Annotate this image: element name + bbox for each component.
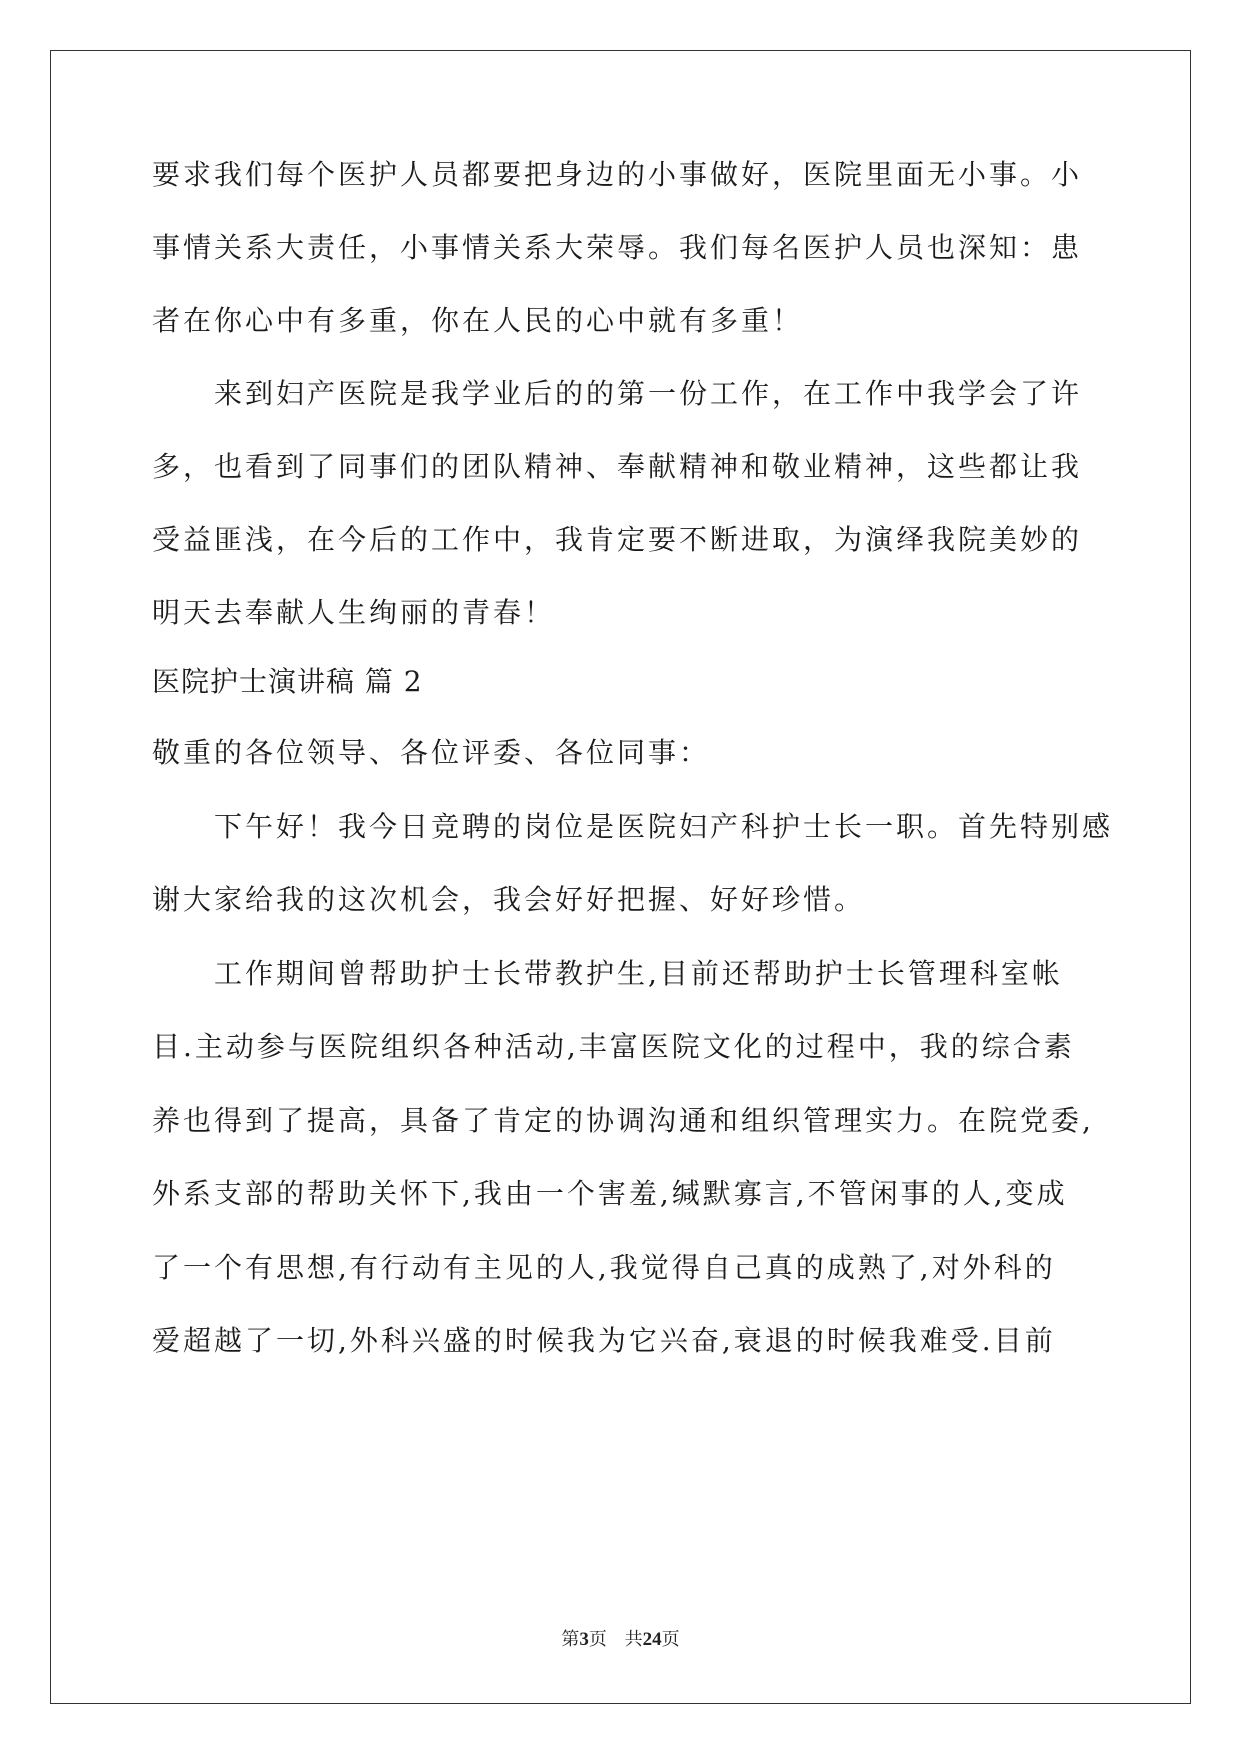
total-pages: 24 [642, 1629, 662, 1650]
body-line: 事情关系大责任，小事情关系大荣辱。我们每名医护人员也深知：患 [152, 231, 1083, 264]
section-heading: 医院护士演讲稿 篇 2 [152, 665, 423, 698]
body-line: 外系支部的帮助关怀下,我由一个害羞,缄默寡言,不管闲事的人,变成 [152, 1177, 1068, 1210]
body-line: 受益匪浅，在今后的工作中，我肯定要不断进取，为演绎我院美妙的 [152, 523, 1083, 556]
page-indicator: 第3页 [561, 1629, 607, 1650]
page-border [50, 50, 1191, 1704]
body-line: 养也得到了提高，具备了肯定的协调沟通和组织管理实力。在院党委, [152, 1104, 1094, 1137]
body-line: 要求我们每个医护人员都要把身边的小事做好，医院里面无小事。小 [152, 158, 1083, 191]
body-line: 了一个有思想,有行动有主见的人,我觉得自己真的成熟了,对外科的 [152, 1251, 1056, 1284]
body-line: 下午好！我今日竞聘的岗位是医院妇产科护士长一职。首先特别感 [214, 810, 1114, 843]
body-line: 目.主动参与医院组织各种活动,丰富医院文化的过程中，我的综合素 [152, 1030, 1075, 1063]
body-line: 者在你心中有多重，你在人民的心中就有多重！ [152, 304, 804, 337]
total-pages-indicator: 共24页 [624, 1629, 680, 1650]
body-line: 谢大家给我的这次机会，我会好好把握、好好珍惜。 [152, 883, 866, 916]
body-line: 明天去奉献人生绚丽的青春！ [152, 596, 556, 629]
body-line: 爱超越了一切,外科兴盛的时候我为它兴奋,衰退的时候我难受.目前 [152, 1324, 1056, 1357]
body-line: 多，也看到了同事们的团队精神、奉献精神和敬业精神，这些都让我 [152, 450, 1083, 483]
body-line: 敬重的各位领导、各位评委、各位同事： [152, 736, 711, 769]
body-line: 来到妇产医院是我学业后的的第一份工作，在工作中我学会了许 [214, 377, 1083, 410]
page-number: 3 [579, 1629, 589, 1650]
body-line: 工作期间曾帮助护士长带教护生,目前还帮助护士长管理科室帐 [214, 957, 1063, 990]
page-footer [0, 1625, 1241, 1651]
